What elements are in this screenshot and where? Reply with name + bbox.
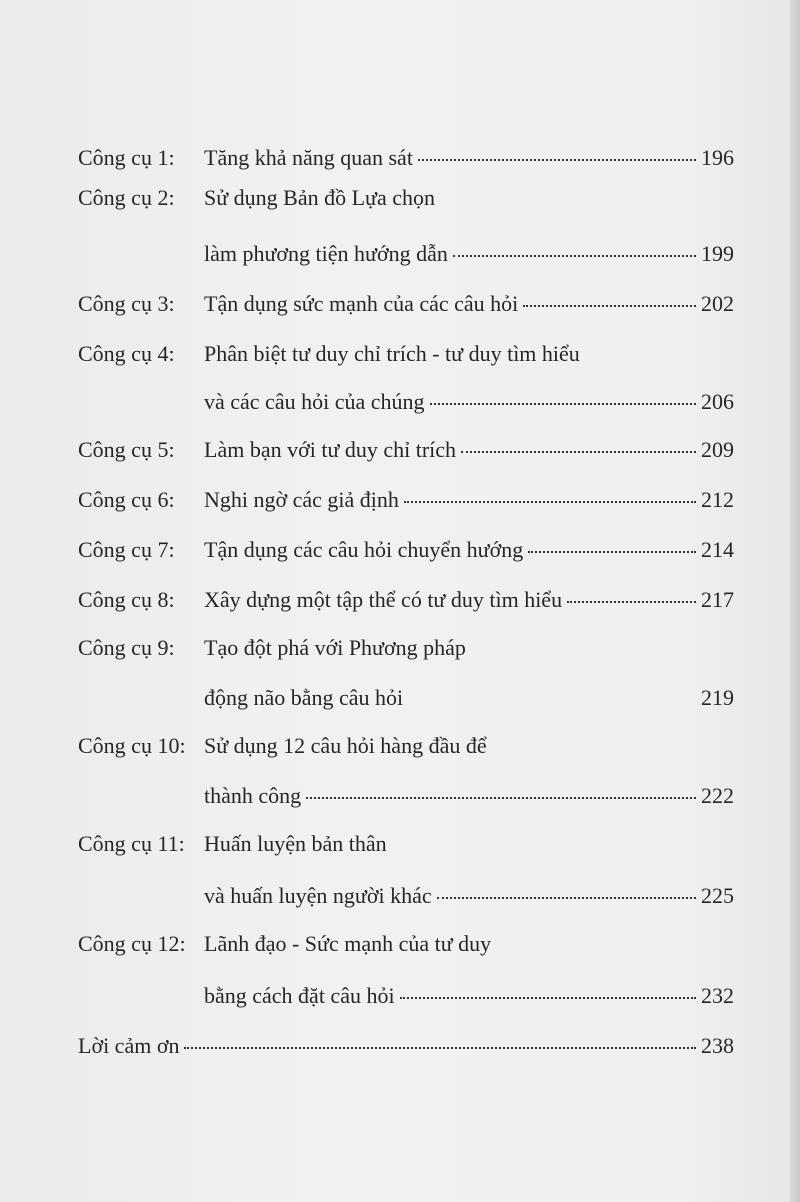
toc-entry-2 — [78, 180, 435, 216]
toc-label: Công cụ 1: — [78, 145, 175, 170]
toc-label: Công cụ 2: — [78, 185, 175, 210]
dot-leader — [418, 158, 696, 161]
toc-label: Công cụ 3: — [78, 291, 175, 316]
toc-title-continued: thành công — [204, 783, 302, 808]
toc-title-continued: bằng cách đặt câu hỏi — [204, 983, 395, 1008]
toc-entry-acknowledgements — [78, 1028, 734, 1064]
page-number: 232 — [701, 983, 734, 1008]
toc-label: Công cụ 4: — [78, 341, 175, 366]
toc-entry-10-continuation — [204, 778, 734, 814]
toc-label: Công cụ 10: — [78, 733, 186, 758]
toc-title: Phân biệt tư duy chỉ trích - tư duy tìm hiểu — [204, 341, 580, 366]
dot-leader — [184, 1046, 696, 1049]
page-number: 196 — [701, 145, 734, 170]
toc-title: Sử dụng Bản đồ Lựa chọn — [204, 185, 435, 210]
book-spine-edge — [790, 0, 800, 1202]
toc-title: Tận dụng sức mạnh của các câu hỏi — [204, 291, 519, 316]
page-number: 206 — [701, 389, 734, 414]
dot-leader — [404, 500, 696, 503]
toc-entry-5 — [78, 432, 734, 468]
toc-label: Công cụ 5: — [78, 437, 175, 462]
page-number: 225 — [701, 883, 734, 908]
toc-title: Lãnh đạo - Sức mạnh của tư duy — [204, 931, 492, 956]
toc-entry-9-continuation — [204, 680, 734, 716]
toc-entry-2-continuation — [204, 236, 734, 272]
toc-entry-9 — [78, 630, 466, 666]
toc-entry-4 — [78, 336, 580, 372]
toc-entry-12 — [78, 926, 491, 962]
dot-leader — [567, 600, 696, 603]
dot-leader — [306, 796, 696, 799]
page-number: 212 — [701, 487, 734, 512]
toc-label: Công cụ 8: — [78, 587, 175, 612]
toc-title: Huấn luyện bản thân — [204, 831, 387, 856]
toc-entry-10 — [78, 728, 487, 764]
page-number: 202 — [701, 291, 734, 316]
dot-leader — [461, 450, 696, 453]
page-number: 219 — [701, 685, 734, 710]
toc-entry-7 — [78, 532, 734, 568]
page-number: 238 — [701, 1033, 734, 1058]
toc-entry-3 — [78, 286, 734, 322]
toc-title-continued: và huấn luyện người khác — [204, 883, 432, 908]
dot-leader — [430, 402, 697, 405]
toc-title-continued: làm phương tiện hướng dẫn — [204, 241, 448, 266]
page-number: 214 — [701, 537, 734, 562]
dot-leader — [437, 896, 696, 899]
toc-label: Công cụ 9: — [78, 635, 175, 660]
dot-leader — [523, 304, 696, 307]
toc-title: Tạo đột phá với Phương pháp — [204, 635, 466, 660]
page-number: 217 — [701, 587, 734, 612]
toc-label: Công cụ 7: — [78, 537, 175, 562]
toc-entry-6 — [78, 482, 734, 518]
page-number: 199 — [701, 241, 734, 266]
dot-leader — [408, 698, 696, 701]
toc-entry-11 — [78, 826, 387, 862]
toc-title: Tận dụng các câu hỏi chuyển hướng — [204, 537, 524, 562]
page-number: 209 — [701, 437, 734, 462]
page-number: 222 — [701, 783, 734, 808]
toc-entry-4-continuation — [204, 384, 734, 420]
toc-entry-8 — [78, 582, 734, 618]
toc-label: Công cụ 11: — [78, 831, 185, 856]
toc-title: Tăng khả năng quan sát — [204, 145, 413, 170]
toc-entry-11-continuation — [204, 878, 734, 914]
toc-title: Xây dựng một tập thể có tư duy tìm hiểu — [204, 587, 563, 612]
toc-title: Nghi ngờ các giả định — [204, 487, 399, 512]
toc-label: Công cụ 6: — [78, 487, 175, 512]
dot-leader — [400, 996, 696, 999]
dot-leader — [528, 550, 696, 553]
toc-entry-1 — [78, 140, 734, 176]
toc-label: Công cụ 12: — [78, 931, 186, 956]
toc-title: Làm bạn với tư duy chỉ trích — [204, 437, 457, 462]
toc-title: Sử dụng 12 câu hỏi hàng đầu để — [204, 733, 487, 758]
toc-title-continued: và các câu hỏi của chúng — [204, 389, 425, 414]
toc-title-continued: động não bằng câu hỏi — [204, 685, 404, 710]
dot-leader — [453, 254, 696, 257]
toc-title: Lời cảm ơn — [78, 1033, 180, 1058]
toc-entry-12-continuation — [204, 978, 734, 1014]
